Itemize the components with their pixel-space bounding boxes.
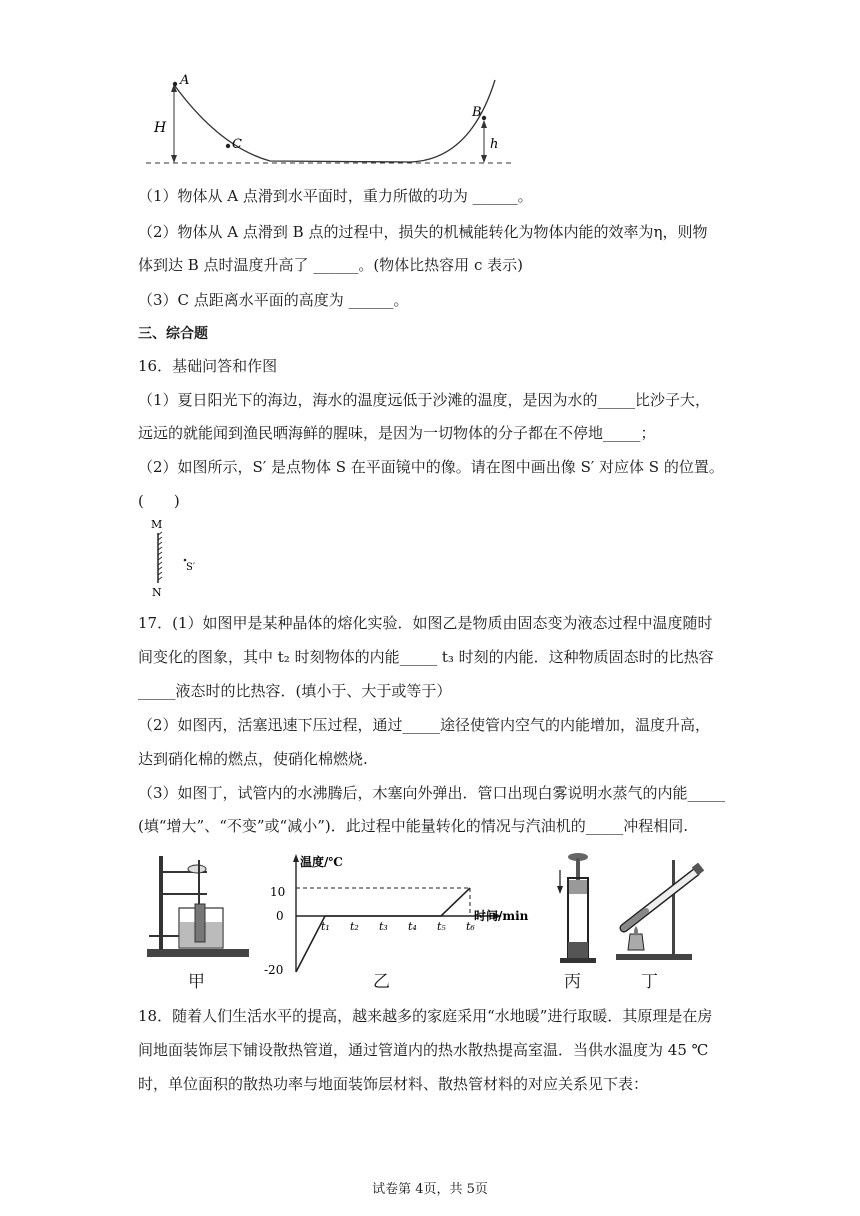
fig-caption-ding: 丁 xyxy=(641,972,658,992)
mirror-label-M: M xyxy=(151,518,163,531)
q15-part2-line1: （2）物体从 A 点滑到 B 点的过程中，损失的机械能转化为物体内能的效率为η，则物 xyxy=(138,223,708,241)
image-label: S′ xyxy=(186,562,196,573)
x-tick-label: t₅ xyxy=(437,920,446,933)
point-B xyxy=(482,116,486,120)
y-tick-0: 0 xyxy=(276,909,284,923)
q17-line2: 间变化的图象，其中 t₂ 时刻物体的内能_____ t₃ 时刻的内能．这种物质固态时的比热容 xyxy=(138,648,714,666)
label-C: C xyxy=(232,137,242,152)
q15-part2-line2: 体到达 B 点时温度升高了 ______。(物体比热容用 c 表示) xyxy=(138,256,523,274)
q18-line3: 时，单位面积的散热功率与地面装饰层材料、散热管材料的对应关系见下表： xyxy=(138,1075,649,1093)
q17-line5: 达到硝化棉的燃点，使硝化棉燃烧. xyxy=(138,750,368,768)
q17-line1: 17．(1）如图甲是某种晶体的熔化实验．如图乙是物质由固态变为液态过程中温度随时 xyxy=(138,614,713,632)
q17-line3: _____液态时的比热容．(填小于、大于或等于） xyxy=(138,682,452,700)
q17-line4: （2）如图丙，活塞迅速下压过程，通过_____途径使管内空气的内能增加，温度升高， xyxy=(138,716,711,734)
image-point xyxy=(184,559,187,562)
y-tick-minus20: -20 xyxy=(264,963,284,977)
q16-answer-blank: ( ) xyxy=(138,492,180,510)
x-tick-label: t₆ xyxy=(466,920,475,933)
slope-figure xyxy=(140,72,520,172)
melting-apparatus-figure xyxy=(145,850,255,965)
point-C xyxy=(226,144,230,148)
fig-caption-yi: 乙 xyxy=(373,972,390,992)
q17-line6: （3）如图丁，试管内的水沸腾后，木塞向外弹出．管口出现白雾说明水蒸气的内能_____ xyxy=(138,784,726,802)
section-heading: 三、综合题 xyxy=(138,326,208,342)
x-tick-label: t₃ xyxy=(379,920,388,933)
piston-figure xyxy=(548,850,598,965)
temperature-time-chart xyxy=(262,850,534,978)
label-h: h xyxy=(490,137,499,152)
label-H: H xyxy=(154,120,167,136)
label-B: B xyxy=(472,105,482,120)
x-tick-label: t₄ xyxy=(408,920,417,933)
q16-part1-line1: （1）夏日阳光下的海边，海水的温度远低于沙滩的温度，是因为水的_____比沙子大， xyxy=(138,391,711,409)
q16-title: 16．基础问答和作图 xyxy=(138,357,278,375)
x-tick-label: t₂ xyxy=(350,920,359,933)
mirror-label-N: N xyxy=(152,586,162,599)
fig-caption-jia: 甲 xyxy=(188,972,205,992)
x-tick-label: t₁ xyxy=(321,920,330,933)
track-curve xyxy=(175,80,495,162)
y-axis-label: 温度/℃ xyxy=(300,855,343,869)
q18-line2: 间地面装饰层下铺设散热管道，通过管道内的热水散热提高室温．当供水温度为 45 ℃ xyxy=(138,1041,709,1059)
y-tick-10: 10 xyxy=(270,885,286,899)
q15-part1: （1）物体从 A 点滑到水平面时，重力所做的功为 ______。 xyxy=(138,187,533,205)
q17-line7: (填“增大”、“不变”或“减小”)．此过程中能量转化的情况与汽油机的_____冲程相同. xyxy=(138,817,688,835)
point-A xyxy=(173,82,177,86)
page-footer: 试卷第 4页，共 5页 xyxy=(372,1182,488,1197)
q18-line1: 18．随着人们生活水平的提高，越来越多的家庭采用“水地暖”进行取暖．其原理是在房 xyxy=(138,1007,713,1025)
x-axis-label: 时间/min xyxy=(474,909,529,923)
mirror-figure xyxy=(148,516,208,600)
q16-part2: （2）如图所示，S′ 是点物体 S 在平面镜中的像。请在图中画出像 S′ 对应体 S 的位置。 xyxy=(138,458,724,476)
fig-caption-bing: 丙 xyxy=(564,972,581,992)
q16-part1-line2: 远远的就能闻到渔民晒海鲜的腥味，是因为一切物体的分子都在不停地_____； xyxy=(138,424,656,442)
label-A: A xyxy=(180,73,190,88)
q15-part3: （3）C 点距离水平面的高度为 ______。 xyxy=(138,291,409,309)
test-tube-figure xyxy=(610,850,710,965)
